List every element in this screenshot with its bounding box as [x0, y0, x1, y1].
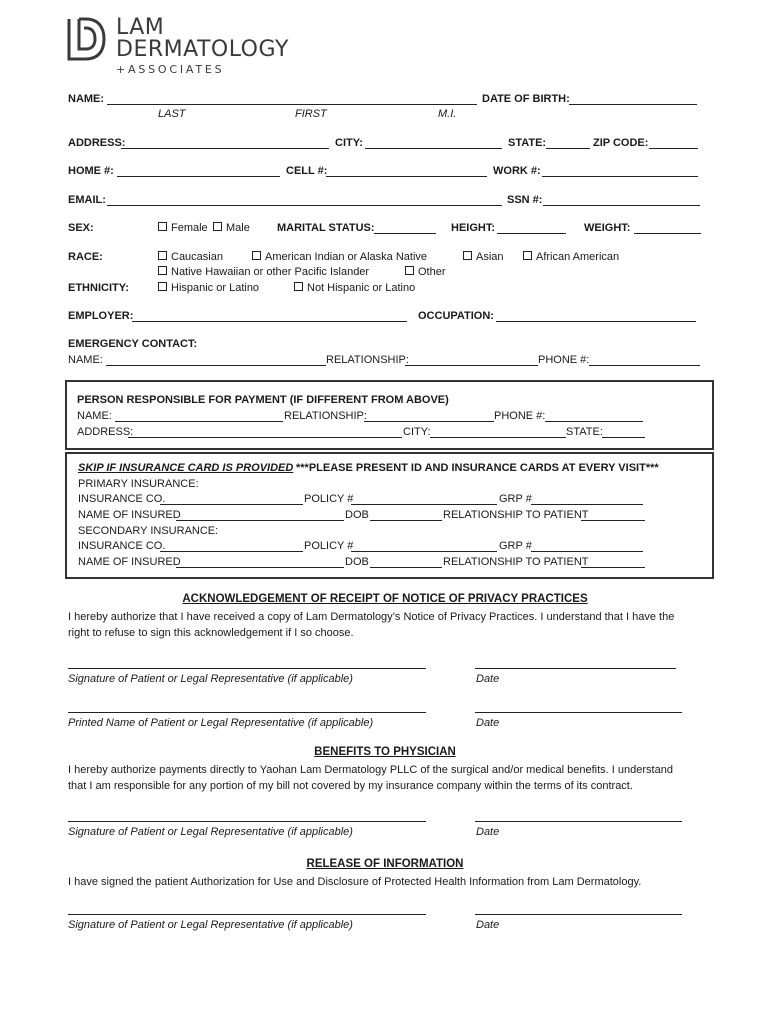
primary-policy-label: POLICY #	[304, 493, 354, 505]
ethnicity-option-not-hispanic[interactable]: Not Hispanic or Latino	[294, 282, 415, 295]
city-label: CITY:	[335, 137, 363, 149]
race-option-other[interactable]: Other	[405, 266, 446, 279]
privacy-text-line2: right to refuse to sign this acknowledgement if I so choose.	[68, 627, 354, 639]
logo-line3: +ASSOCIATES	[116, 63, 225, 76]
male-option[interactable]: Male	[213, 222, 250, 235]
release-signature-caption: Signature of Patient or Legal Representative (if applicable)	[68, 919, 353, 931]
email-field[interactable]	[107, 205, 502, 206]
secondary-insured-label: NAME OF INSURED	[78, 556, 181, 568]
payment-relationship-field[interactable]	[364, 421, 494, 422]
payment-address-label: ADDRESS:	[77, 426, 134, 438]
primary-insured-field[interactable]	[176, 520, 344, 521]
secondary-insured-field[interactable]	[176, 567, 344, 568]
release-heading: RELEASE OF INFORMATION	[306, 858, 464, 870]
marital-label: MARITAL STATUS:	[277, 222, 375, 234]
ec-relationship-label: RELATIONSHIP:	[326, 354, 409, 366]
logo-line2: DERMATOLOGY	[116, 37, 289, 62]
address-field[interactable]	[121, 148, 329, 149]
checkbox-icon	[523, 251, 532, 260]
state-label: STATE:	[508, 137, 547, 149]
address-label: ADDRESS:	[68, 137, 126, 149]
state-field[interactable]	[546, 148, 590, 149]
checkbox-icon	[158, 251, 167, 260]
ec-relationship-field[interactable]	[405, 365, 538, 366]
cell-field[interactable]	[326, 176, 487, 177]
secondary-grp-label: GRP #	[499, 540, 532, 552]
home-field[interactable]	[117, 176, 280, 177]
female-option[interactable]: Female	[158, 222, 208, 235]
payment-name-label: NAME:	[77, 410, 112, 422]
payment-city-label: CITY:	[403, 426, 431, 438]
insurance-skip-note: SKIP IF INSURANCE CARD IS PROVIDED	[78, 462, 294, 474]
payment-city-field[interactable]	[430, 437, 566, 438]
secondary-policy-label: POLICY #	[304, 540, 354, 552]
name-field[interactable]	[107, 104, 477, 105]
ethnicity-option-hispanic[interactable]: Hispanic or Latino	[158, 282, 259, 295]
primary-grp-label: GRP #	[499, 493, 532, 505]
printed-name-line[interactable]	[68, 712, 426, 713]
payment-box	[65, 380, 714, 450]
payment-state-label: STATE:	[566, 426, 603, 438]
checkbox-icon	[294, 282, 303, 291]
payment-title: PERSON RESPONSIBLE FOR PAYMENT (IF DIFFERENT FROM ABOVE)	[77, 394, 449, 406]
payment-state-field[interactable]	[602, 437, 645, 438]
privacy-heading: ACKNOWLEDGEMENT OF RECEIPT OF NOTICE OF PRIVACY PRACTICES	[182, 593, 588, 605]
release-date-line[interactable]	[475, 914, 682, 915]
benefits-signature-caption: Signature of Patient or Legal Representative (if applicable)	[68, 826, 353, 838]
release-signature-line[interactable]	[68, 914, 426, 915]
primary-grp-field[interactable]	[531, 504, 643, 505]
emergency-contact-label: EMERGENCY CONTACT:	[68, 338, 198, 350]
privacy-signature-date-line[interactable]	[475, 668, 676, 669]
privacy-signature-date-caption: Date	[476, 673, 500, 685]
primary-rel-field[interactable]	[581, 520, 645, 521]
privacy-text-line1: I hereby authorize that I have received a copy of Lam Dermatology’s Notice of Privacy Practices. I understand that I have the	[68, 611, 675, 623]
checkbox-icon	[158, 282, 167, 291]
payment-name-field[interactable]	[115, 421, 283, 422]
secondary-rel-field[interactable]	[581, 567, 645, 568]
secondary-rel-label: RELATIONSHIP TO PATIENT	[443, 556, 589, 568]
primary-policy-field[interactable]	[351, 504, 497, 505]
cell-label: CELL #:	[286, 165, 328, 177]
dob-field[interactable]	[569, 104, 697, 105]
secondary-insurance-co-label: INSURANCE CO.	[78, 540, 166, 552]
ec-phone-label: PHONE #:	[538, 354, 590, 366]
primary-insurance-co-field[interactable]	[160, 504, 303, 505]
release-date-caption: Date	[476, 919, 500, 931]
sex-label: SEX:	[68, 222, 94, 234]
ethnicity-label: ETHNICITY:	[68, 282, 129, 294]
primary-dob-field[interactable]	[370, 520, 442, 521]
work-label: WORK #:	[493, 165, 541, 177]
first-hint: FIRST	[295, 108, 327, 120]
ec-phone-field[interactable]	[589, 365, 700, 366]
name-label: NAME:	[68, 93, 105, 105]
logo-mark-icon	[66, 17, 106, 61]
benefits-date-line[interactable]	[475, 821, 682, 822]
race-label: RACE:	[68, 251, 103, 263]
checkbox-icon	[405, 266, 414, 275]
zip-field[interactable]	[649, 148, 698, 149]
dob-label: DATE OF BIRTH:	[482, 93, 570, 105]
benefits-heading: BENEFITS TO PHYSICIAN	[314, 746, 456, 758]
checkbox-icon	[158, 266, 167, 275]
primary-insurance-label: PRIMARY INSURANCE:	[78, 478, 199, 490]
payment-phone-label: PHONE #:	[494, 410, 546, 422]
benefits-date-caption: Date	[476, 826, 500, 838]
secondary-policy-field[interactable]	[351, 551, 497, 552]
privacy-signature-line[interactable]	[68, 668, 426, 669]
employer-label: EMPLOYER:	[68, 310, 134, 322]
ec-name-label: NAME:	[68, 354, 103, 366]
benefits-signature-line[interactable]	[68, 821, 426, 822]
printed-name-date-caption: Date	[476, 717, 500, 729]
secondary-dob-label: DOB	[345, 556, 369, 568]
secondary-grp-field[interactable]	[531, 551, 643, 552]
race-option-african-american[interactable]: African American	[523, 251, 619, 264]
email-label: EMAIL:	[68, 194, 106, 206]
weight-field[interactable]	[634, 233, 701, 234]
primary-insurance-co-label: INSURANCE CO.	[78, 493, 166, 505]
race-option-american-indian[interactable]: American Indian or Alaska Native	[252, 251, 427, 264]
secondary-insurance-co-field[interactable]	[160, 551, 303, 552]
ssn-label: SSN #:	[507, 194, 543, 206]
last-hint: LAST	[158, 108, 186, 120]
zip-label: ZIP CODE:	[593, 137, 649, 149]
checkbox-icon	[213, 222, 222, 231]
insurance-present-note: ***PLEASE PRESENT ID AND INSURANCE CARDS AT EVERY VISIT***	[296, 462, 659, 474]
benefits-text-line2: that I am responsible for any portion of my bill not covered by my insurance company within the terms of its contract.	[68, 780, 633, 792]
checkbox-icon	[252, 251, 261, 260]
release-text-line1: I have signed the patient Authorization for Use and Disclosure of Protected Health Information from Lam Dermatology.	[68, 876, 642, 888]
occupation-field[interactable]	[496, 321, 696, 322]
work-field[interactable]	[542, 176, 698, 177]
payment-relationship-label: RELATIONSHIP:	[284, 410, 367, 422]
privacy-signature-caption: Signature of Patient or Legal Representative (if applicable)	[68, 673, 353, 685]
logo-line1: LAM	[116, 15, 165, 40]
secondary-insurance-label: SECONDARY INSURANCE:	[78, 525, 219, 537]
primary-insured-label: NAME OF INSURED	[78, 509, 181, 521]
primary-rel-label: RELATIONSHIP TO PATIENT	[443, 509, 589, 521]
height-field[interactable]	[497, 233, 566, 234]
occupation-label: OCCUPATION:	[418, 310, 494, 322]
benefits-text-line1: I hereby authorize payments directly to Yaohan Lam Dermatology PLLC of the surgical and/or medical benefits. I understand	[68, 764, 673, 776]
race-option-asian[interactable]: Asian	[463, 251, 504, 264]
race-option-caucasian[interactable]: Caucasian	[158, 251, 223, 264]
city-field[interactable]	[365, 148, 502, 149]
payment-address-field[interactable]	[128, 437, 402, 438]
ec-name-field[interactable]	[106, 365, 326, 366]
mi-hint: M.I.	[438, 108, 457, 120]
race-option-native-hawaiian[interactable]: Native Hawaiian or other Pacific Islander	[158, 266, 369, 279]
checkbox-icon	[158, 222, 167, 231]
home-label: HOME #:	[68, 165, 114, 177]
payment-phone-field[interactable]	[545, 421, 643, 422]
primary-dob-label: DOB	[345, 509, 369, 521]
employer-field[interactable]	[132, 321, 407, 322]
printed-name-caption: Printed Name of Patient or Legal Representative (if applicable)	[68, 717, 374, 729]
secondary-dob-field[interactable]	[370, 567, 442, 568]
height-label: HEIGHT:	[451, 222, 495, 234]
insurance-box	[65, 452, 714, 579]
checkbox-icon	[463, 251, 472, 260]
printed-name-date-line[interactable]	[475, 712, 682, 713]
weight-label: WEIGHT:	[584, 222, 631, 234]
ssn-field[interactable]	[543, 205, 700, 206]
marital-field[interactable]	[374, 233, 436, 234]
